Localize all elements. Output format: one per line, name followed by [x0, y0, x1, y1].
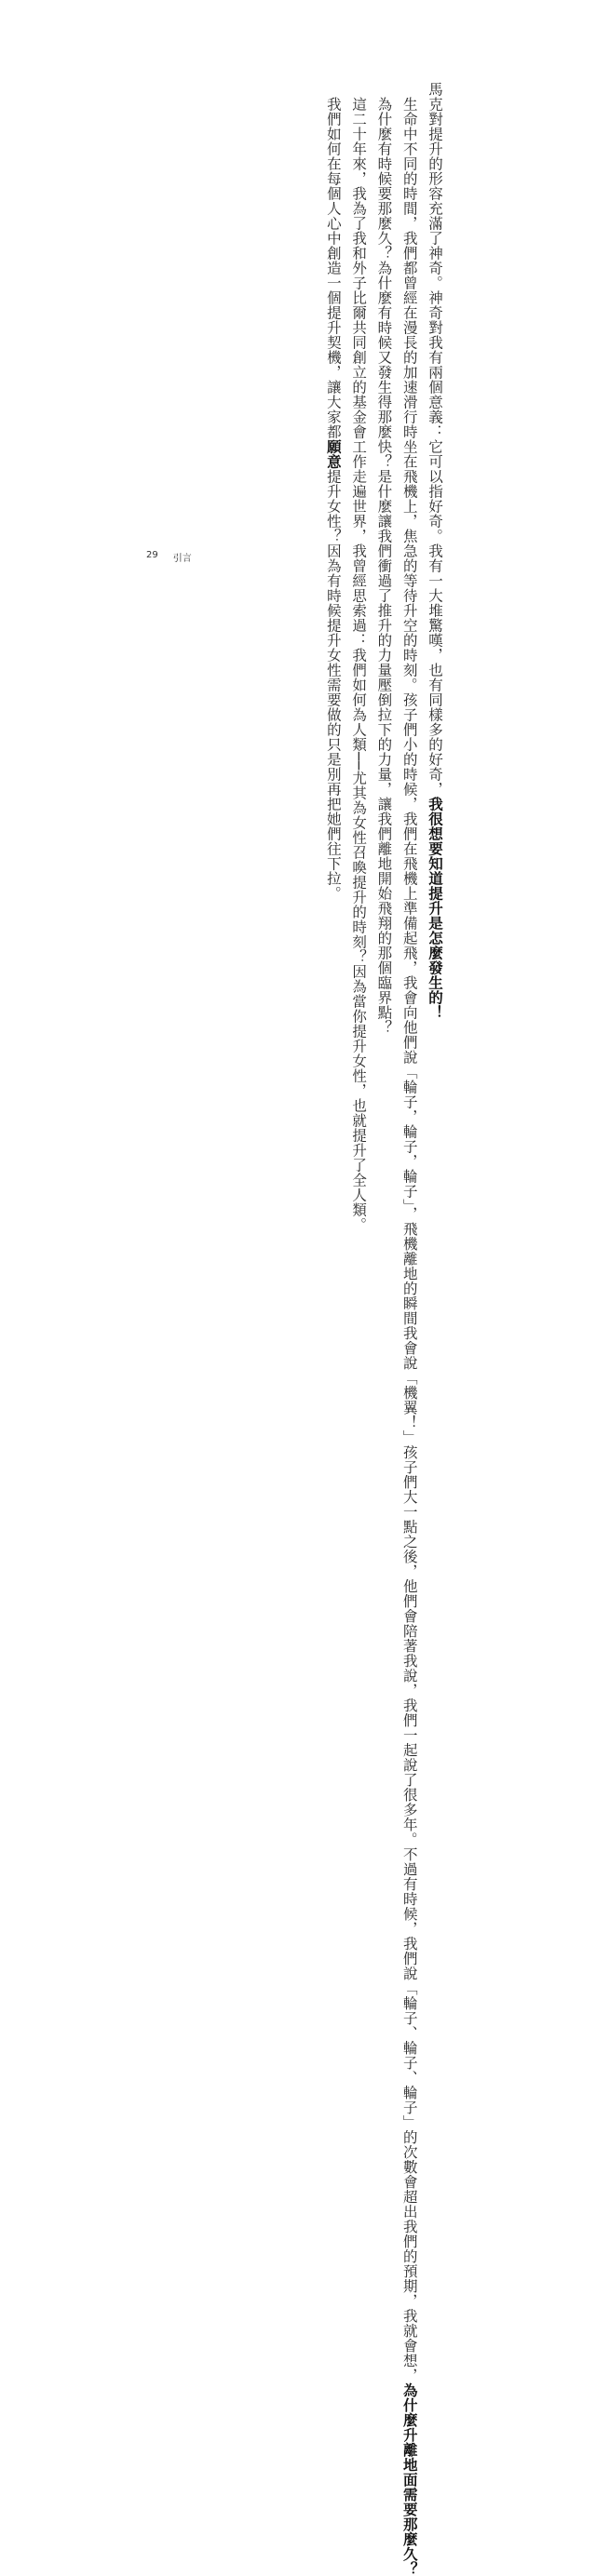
section-title: 引言: [172, 554, 192, 564]
paragraph-2-emphasis: 為什麼升離地面需要那麼久？: [400, 2381, 418, 2576]
paragraph-4: 這二十年來，我為了我和外子比爾共同創立的基金會工作走遍世界，我曾經思索過：我們如何為人類──尤其為女性召喚提升的時刻？因為當你提升女性，也就提升了全人類。: [350, 96, 368, 1232]
paragraph-1-emphasis: 我很想要知道提升是怎麼發生的！: [427, 797, 443, 1020]
paragraph-3: 為什麼有時候要那麼久？為什麼有時候又發生得那麼快？是什麼讓我們衝過了推升的力量壓倒拉下的力量，讓我們離地開始飛翔的那個臨界點？: [375, 96, 393, 1035]
page-number: 29: [146, 550, 158, 560]
paragraph-5-emphasis: 願意: [324, 438, 342, 469]
page-footer: [146, 550, 192, 564]
paragraph-1-text: 馬克對提升的形容充滿了神奇。神奇對我有兩個意義：它可以指好奇。我有一大堆驚嘆，也有同樣多的好奇，: [427, 82, 443, 797]
paragraph-5: [320, 82, 345, 901]
paragraph-5-text-b: 提升女性？因為有時候提升女性需要做的只是別再把她們往下拉。: [324, 468, 342, 901]
paragraph-2-text: 生命中不同的時間，我們都曾經在漫長的加速滑行時坐在飛機上，焦急的等待升空的時刻。孩子們小的時候，我們在飛機上準備起飛，我會向他們說「輪子，輪子，輪子」，飛機離地的瞬間我會說「機翼！」孩子們大一點之後，他們會陪著我說，我們一起說了很多年。不過有時候，我們說「輪子、輪子、輪子」的次數會超出我們的預期，我就會想，: [400, 96, 418, 2382]
vertical-body-text: [320, 82, 447, 2576]
paragraph-2: [396, 82, 421, 2576]
paragraph-1: [422, 82, 447, 1020]
paragraph-5-text-a: 我們如何在每個人心中創造一個提升契機，讓大家都: [324, 96, 342, 439]
